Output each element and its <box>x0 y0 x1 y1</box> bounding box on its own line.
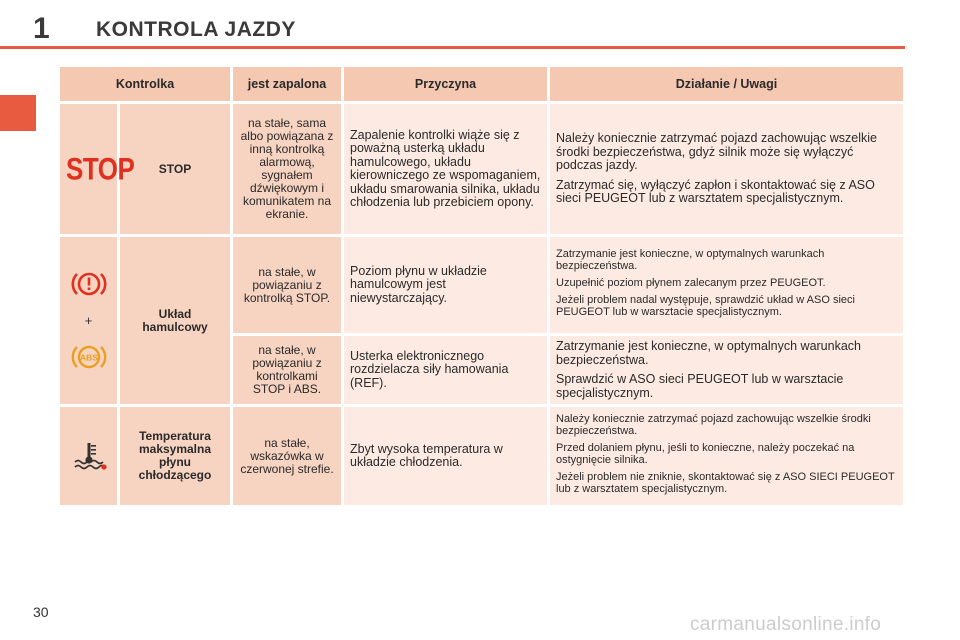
action-paragraph: Należy koniecznie zatrzymać pojazd zachowując wszelkie środki bezpieczeństwa, gdyż silnik może się wyłączyć podczas jazdy. <box>556 131 877 173</box>
action-paragraph: Przed dolaniem płynu, jeśli to konieczne, należy poczekać na ostygnięcie silnika. <box>556 441 855 466</box>
column-header-kontrolka: Kontrolka <box>60 67 230 101</box>
column-header-przyczyna: Przyczyna <box>344 67 547 101</box>
chapter-side-tab <box>0 95 36 131</box>
page-number: 30 <box>33 604 49 620</box>
coolant-icon-cell <box>60 407 117 505</box>
table-row <box>60 104 903 234</box>
cause-text: Usterka elektronicznego rozdzielacza siły hamowania (REF). <box>344 336 547 404</box>
table-row <box>60 237 903 333</box>
lit-condition: na stałe, wskazówka w czerwonej strefie. <box>233 407 341 505</box>
action-text <box>550 104 903 234</box>
action-text <box>550 336 903 404</box>
brake-warning-icon <box>69 269 109 299</box>
table-header-row <box>60 67 903 101</box>
action-paragraph: Sprawdzić w ASO sieci PEUGEOT lub w warsztacie specjalistycznym. <box>556 372 844 400</box>
action-text <box>550 407 903 505</box>
cause-text: Zbyt wysoka temperatura w układzie chłodzenia. <box>344 407 547 505</box>
chapter-number: 1 <box>33 12 50 45</box>
control-name: STOP <box>120 104 230 234</box>
cause-text: Poziom płynu w układzie hamulcowym jest niewystarczający. <box>344 237 547 333</box>
action-paragraph: Jeżeli problem nadal występuje, sprawdzić układ w ASO sieci PEUGEOT lub w warsztacie specjalistycznym. <box>556 293 855 318</box>
control-name: Temperatura maksymalna płynu chłodzącego <box>120 407 230 505</box>
brake-icons-cell <box>60 237 117 404</box>
control-name: Układ hamulcowy <box>120 237 230 404</box>
column-header-jest-zapalona: jest zapalona <box>233 67 341 101</box>
lit-condition: na stałe, sama albo powiązana z inną kontrolką alarmową, sygnałem dźwiękowym i komunikatem na ekranie. <box>233 104 341 234</box>
lit-condition: na stałe, w powiązaniu z kontrolką STOP. <box>233 237 341 333</box>
coolant-temperature-icon <box>71 440 107 472</box>
action-paragraph: Zatrzymanie jest konieczne, w optymalnych warunkach bezpieczeństwa. <box>556 339 861 367</box>
stop-icon-cell <box>60 104 135 234</box>
stop-warning-icon: STOP <box>66 150 135 187</box>
column-header-dzialanie: Działanie / Uwagi <box>550 67 903 101</box>
warning-lights-table <box>57 64 906 508</box>
plus-sign: + <box>84 313 93 328</box>
action-paragraph: Uzupełnić poziom płynem zalecanym przez PEUGEOT. <box>556 276 826 289</box>
cause-text: Zapalenie kontrolki wiąże się z poważną usterką układu hamulcowego, układu kierowniczego ze wspomaganiem, układu smarowania silnika, układu chłodzenia lub przebiciem opony. <box>344 104 547 234</box>
lit-condition: na stałe, w powiązaniu z kontrolkami STOP i ABS. <box>233 336 341 404</box>
action-paragraph: Zatrzymać się, wyłączyć zapłon i skontaktować się z ASO sieci PEUGEOT lub z warsztatem specjalistycznym. <box>556 177 875 206</box>
action-paragraph: Należy koniecznie zatrzymać pojazd zachowując wszelkie środki bezpieczeństwa. <box>556 412 871 437</box>
table-row <box>60 407 903 505</box>
page-title: KONTROLA JAZDY <box>96 18 296 41</box>
action-text <box>550 237 903 333</box>
action-paragraph: Zatrzymanie jest konieczne, w optymalnych warunkach bezpieczeństwa. <box>556 247 825 272</box>
action-paragraph: Jeżeli problem nie zniknie, skontaktować się z ASO SIECI PEUGEOT lub z warsztatem specjalistycznym. <box>556 470 895 495</box>
abs-warning-icon <box>69 342 109 372</box>
watermark-link[interactable]: carmanualsonline.info <box>690 614 882 635</box>
header-rule <box>0 46 905 49</box>
abs-icon-label: ABS <box>79 352 98 363</box>
